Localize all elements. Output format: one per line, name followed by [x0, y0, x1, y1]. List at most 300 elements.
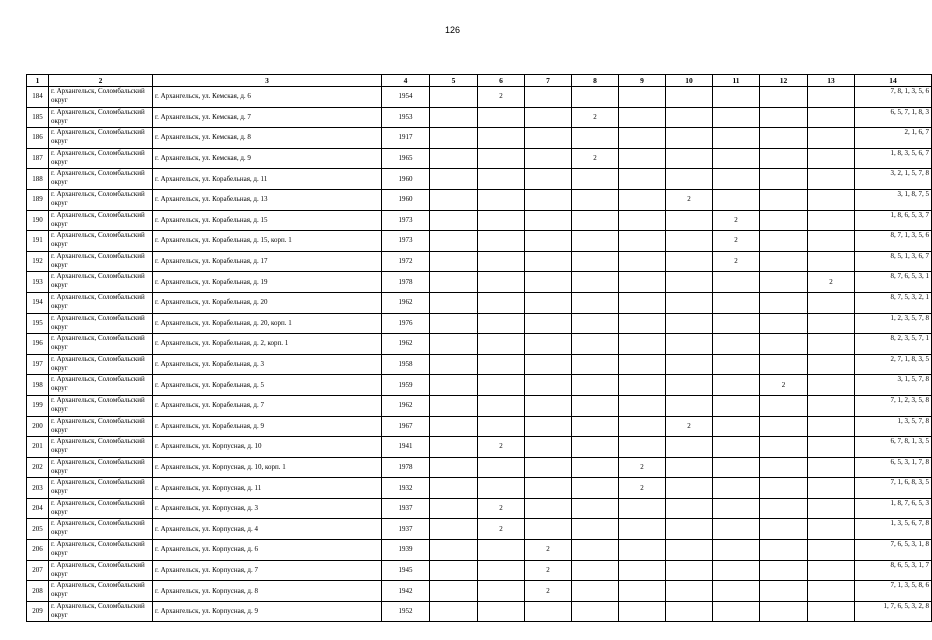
table-row	[27, 169, 932, 190]
mark-cell	[619, 416, 666, 437]
year-cell: 1958	[382, 354, 430, 375]
mark-cell	[572, 519, 619, 540]
sequence-cell: 6, 5, 3, 1, 7, 8	[855, 457, 932, 478]
mark-cell	[572, 395, 619, 416]
mark-cell	[666, 107, 713, 128]
mark-cell	[808, 478, 855, 499]
mark-cell	[619, 292, 666, 313]
mark-cell	[713, 87, 760, 108]
mark-cell	[760, 457, 808, 478]
mark-cell	[572, 292, 619, 313]
mark-cell	[572, 581, 619, 602]
sequence-cell: 3, 2, 1, 5, 7, 8	[855, 169, 932, 190]
address-cell: г. Архангельск, ул. Корабельная, д. 19	[153, 272, 382, 293]
mark-cell	[525, 251, 572, 272]
mark-cell	[525, 148, 572, 169]
mark-cell	[525, 437, 572, 458]
mark-cell	[572, 498, 619, 519]
year-cell: 1941	[382, 437, 430, 458]
mark-cell	[619, 334, 666, 355]
year-cell: 1960	[382, 189, 430, 210]
mark-cell	[478, 292, 525, 313]
year-cell: 1937	[382, 519, 430, 540]
column-header: 9	[619, 75, 666, 87]
mark-cell	[478, 416, 525, 437]
mark-cell	[430, 478, 478, 499]
sequence-cell: 7, 8, 1, 3, 5, 6	[855, 87, 932, 108]
mark-cell	[478, 189, 525, 210]
mark-cell	[478, 313, 525, 334]
row-number-cell: 195	[27, 313, 49, 334]
mark-cell	[572, 210, 619, 231]
mark-cell: 2	[808, 272, 855, 293]
address-cell: г. Архангельск, ул. Корпусная, д. 3	[153, 498, 382, 519]
mark-cell	[430, 498, 478, 519]
row-number-cell: 193	[27, 272, 49, 293]
row-number-cell: 184	[27, 87, 49, 108]
table-row	[27, 87, 932, 108]
mark-cell	[525, 601, 572, 622]
mark-cell	[619, 375, 666, 396]
mark-cell	[525, 519, 572, 540]
mark-cell	[713, 519, 760, 540]
mark-cell	[666, 437, 713, 458]
table-row	[27, 148, 932, 169]
district-cell: г. Архангельск, Соломбальский округ	[49, 437, 153, 458]
mark-cell: 2	[525, 540, 572, 561]
mark-cell	[713, 189, 760, 210]
mark-cell	[808, 169, 855, 190]
mark-cell	[478, 231, 525, 252]
mark-cell	[808, 189, 855, 210]
row-number-cell: 196	[27, 334, 49, 355]
mark-cell	[666, 519, 713, 540]
mark-cell	[525, 375, 572, 396]
mark-cell	[525, 169, 572, 190]
year-cell: 1942	[382, 581, 430, 602]
district-cell: г. Архангельск, Соломбальский округ	[49, 128, 153, 149]
table-row	[27, 478, 932, 499]
mark-cell	[760, 581, 808, 602]
mark-cell	[713, 148, 760, 169]
header-row	[27, 75, 932, 87]
mark-cell	[713, 560, 760, 581]
mark-cell	[478, 375, 525, 396]
table-row	[27, 292, 932, 313]
mark-cell	[525, 292, 572, 313]
mark-cell	[572, 457, 619, 478]
mark-cell	[525, 313, 572, 334]
year-cell: 1978	[382, 457, 430, 478]
mark-cell	[760, 416, 808, 437]
district-cell: г. Архангельск, Соломбальский округ	[49, 354, 153, 375]
column-header: 10	[666, 75, 713, 87]
mark-cell	[572, 313, 619, 334]
column-header: 13	[808, 75, 855, 87]
mark-cell	[808, 395, 855, 416]
mark-cell	[619, 437, 666, 458]
table-row	[27, 272, 932, 293]
address-cell: г. Архангельск, ул. Корабельная, д. 7	[153, 395, 382, 416]
mark-cell	[760, 148, 808, 169]
district-cell: г. Архангельск, Соломбальский округ	[49, 87, 153, 108]
mark-cell	[572, 169, 619, 190]
mark-cell	[713, 540, 760, 561]
mark-cell	[713, 169, 760, 190]
address-cell: г. Архангельск, ул. Корабельная, д. 17	[153, 251, 382, 272]
mark-cell	[525, 128, 572, 149]
mark-cell	[572, 375, 619, 396]
year-cell: 1932	[382, 478, 430, 499]
mark-cell	[808, 231, 855, 252]
column-header: 4	[382, 75, 430, 87]
sequence-cell: 6, 7, 8, 1, 3, 5	[855, 437, 932, 458]
district-cell: г. Архангельск, Соломбальский округ	[49, 210, 153, 231]
mark-cell	[808, 540, 855, 561]
table-row	[27, 519, 932, 540]
district-cell: г. Архангельск, Соломбальский округ	[49, 478, 153, 499]
mark-cell	[430, 560, 478, 581]
district-cell: г. Архангельск, Соломбальский округ	[49, 519, 153, 540]
sequence-cell: 1, 7, 6, 5, 3, 2, 8	[855, 601, 932, 622]
mark-cell	[478, 210, 525, 231]
mark-cell	[713, 498, 760, 519]
mark-cell	[572, 251, 619, 272]
row-number-cell: 203	[27, 478, 49, 499]
row-number-cell: 188	[27, 169, 49, 190]
row-number-cell: 204	[27, 498, 49, 519]
mark-cell	[525, 354, 572, 375]
mark-cell	[478, 251, 525, 272]
row-number-cell: 209	[27, 601, 49, 622]
mark-cell	[808, 498, 855, 519]
mark-cell	[666, 478, 713, 499]
mark-cell	[478, 560, 525, 581]
mark-cell	[808, 251, 855, 272]
mark-cell	[713, 107, 760, 128]
district-cell: г. Архангельск, Соломбальский округ	[49, 581, 153, 602]
table-row	[27, 581, 932, 602]
mark-cell: 2	[760, 375, 808, 396]
sequence-cell: 6, 5, 7, 1, 8, 3	[855, 107, 932, 128]
mark-cell	[808, 87, 855, 108]
row-number-cell: 187	[27, 148, 49, 169]
mark-cell: 2	[619, 457, 666, 478]
year-cell: 1962	[382, 395, 430, 416]
sequence-cell: 8, 5, 1, 3, 6, 7	[855, 251, 932, 272]
table-body	[27, 87, 932, 622]
mark-cell	[713, 354, 760, 375]
mark-cell	[666, 395, 713, 416]
sequence-cell: 2, 1, 6, 7	[855, 128, 932, 149]
row-number-cell: 192	[27, 251, 49, 272]
mark-cell	[713, 292, 760, 313]
mark-cell	[808, 581, 855, 602]
year-cell: 1952	[382, 601, 430, 622]
mark-cell	[760, 128, 808, 149]
mark-cell	[713, 334, 760, 355]
year-cell: 1939	[382, 540, 430, 561]
mark-cell	[666, 231, 713, 252]
table-row	[27, 354, 932, 375]
mark-cell	[666, 498, 713, 519]
mark-cell	[478, 272, 525, 293]
row-number-cell: 190	[27, 210, 49, 231]
year-cell: 1917	[382, 128, 430, 149]
mark-cell: 2	[478, 519, 525, 540]
mark-cell	[713, 601, 760, 622]
mark-cell	[713, 272, 760, 293]
mark-cell	[666, 313, 713, 334]
mark-cell	[619, 231, 666, 252]
district-cell: г. Архангельск, Соломбальский округ	[49, 272, 153, 293]
row-number-cell: 189	[27, 189, 49, 210]
district-cell: г. Архангельск, Соломбальский округ	[49, 189, 153, 210]
mark-cell	[478, 601, 525, 622]
mark-cell	[430, 313, 478, 334]
sequence-cell: 8, 2, 3, 5, 7, 1	[855, 334, 932, 355]
mark-cell	[760, 540, 808, 561]
sequence-cell: 1, 3, 5, 7, 8	[855, 416, 932, 437]
mark-cell	[572, 354, 619, 375]
mark-cell	[478, 457, 525, 478]
mark-cell	[713, 313, 760, 334]
sequence-cell: 8, 7, 1, 3, 5, 6	[855, 231, 932, 252]
mark-cell	[619, 519, 666, 540]
mark-cell	[478, 581, 525, 602]
mark-cell: 2	[713, 210, 760, 231]
mark-cell	[478, 540, 525, 561]
address-cell: г. Архангельск, ул. Корабельная, д. 13	[153, 189, 382, 210]
district-cell: г. Архангельск, Соломбальский округ	[49, 457, 153, 478]
mark-cell	[619, 498, 666, 519]
year-cell: 1976	[382, 313, 430, 334]
year-cell: 1960	[382, 169, 430, 190]
mark-cell	[760, 107, 808, 128]
mark-cell	[478, 128, 525, 149]
mark-cell	[808, 560, 855, 581]
mark-cell	[430, 457, 478, 478]
district-cell: г. Архангельск, Соломбальский округ	[49, 148, 153, 169]
mark-cell	[713, 128, 760, 149]
mark-cell	[572, 601, 619, 622]
address-cell: г. Архангельск, ул. Корпусная, д. 9	[153, 601, 382, 622]
mark-cell	[760, 498, 808, 519]
mark-cell	[619, 601, 666, 622]
mark-cell	[760, 231, 808, 252]
mark-cell: 2	[619, 478, 666, 499]
row-number-cell: 207	[27, 560, 49, 581]
address-cell: г. Архангельск, ул. Кемская, д. 9	[153, 148, 382, 169]
table-row	[27, 437, 932, 458]
table-row	[27, 498, 932, 519]
row-number-cell: 186	[27, 128, 49, 149]
address-cell: г. Архангельск, ул. Корпусная, д. 8	[153, 581, 382, 602]
sequence-cell: 8, 6, 5, 3, 1, 7	[855, 560, 932, 581]
address-cell: г. Архангельск, ул. Корабельная, д. 11	[153, 169, 382, 190]
year-cell: 1967	[382, 416, 430, 437]
address-cell: г. Архангельск, ул. Кемская, д. 6	[153, 87, 382, 108]
address-cell: г. Архангельск, ул. Корабельная, д. 20, корп. 1	[153, 313, 382, 334]
mark-cell	[430, 231, 478, 252]
mark-cell	[666, 560, 713, 581]
mark-cell: 2	[525, 581, 572, 602]
table-row	[27, 107, 932, 128]
mark-cell	[760, 601, 808, 622]
mark-cell	[666, 128, 713, 149]
mark-cell	[430, 416, 478, 437]
mark-cell	[760, 519, 808, 540]
mark-cell	[666, 540, 713, 561]
mark-cell	[478, 334, 525, 355]
year-cell: 1953	[382, 107, 430, 128]
sequence-cell: 8, 7, 5, 3, 2, 1	[855, 292, 932, 313]
district-cell: г. Архангельск, Соломбальский округ	[49, 251, 153, 272]
address-cell: г. Архангельск, ул. Корпусная, д. 6	[153, 540, 382, 561]
column-header: 8	[572, 75, 619, 87]
mark-cell	[619, 272, 666, 293]
mark-cell	[572, 540, 619, 561]
district-cell: г. Архангельск, Соломбальский округ	[49, 313, 153, 334]
mark-cell: 2	[478, 437, 525, 458]
mark-cell: 2	[478, 498, 525, 519]
district-cell: г. Архангельск, Соломбальский округ	[49, 292, 153, 313]
column-header: 14	[855, 75, 932, 87]
mark-cell	[760, 334, 808, 355]
mark-cell	[713, 457, 760, 478]
mark-cell	[619, 560, 666, 581]
mark-cell	[525, 334, 572, 355]
mark-cell	[808, 354, 855, 375]
sequence-cell: 7, 1, 2, 3, 5, 8	[855, 395, 932, 416]
mark-cell	[430, 107, 478, 128]
table-row	[27, 375, 932, 396]
mark-cell	[525, 189, 572, 210]
sequence-cell: 1, 3, 5, 6, 7, 8	[855, 519, 932, 540]
mark-cell	[760, 313, 808, 334]
year-cell: 1962	[382, 334, 430, 355]
sequence-cell: 7, 1, 6, 8, 3, 5	[855, 478, 932, 499]
table-row	[27, 395, 932, 416]
mark-cell	[808, 437, 855, 458]
mark-cell	[808, 313, 855, 334]
address-cell: г. Архангельск, ул. Корабельная, д. 3	[153, 354, 382, 375]
column-header: 5	[430, 75, 478, 87]
sequence-cell: 1, 8, 6, 5, 3, 7	[855, 210, 932, 231]
mark-cell	[713, 581, 760, 602]
mark-cell	[808, 375, 855, 396]
address-cell: г. Архангельск, ул. Кемская, д. 7	[153, 107, 382, 128]
row-number-cell: 206	[27, 540, 49, 561]
mark-cell	[760, 272, 808, 293]
year-cell: 1962	[382, 292, 430, 313]
mark-cell	[666, 292, 713, 313]
mark-cell	[478, 354, 525, 375]
mark-cell	[525, 272, 572, 293]
district-cell: г. Архангельск, Соломбальский округ	[49, 416, 153, 437]
mark-cell	[525, 416, 572, 437]
mark-cell: 2	[666, 189, 713, 210]
row-number-cell: 202	[27, 457, 49, 478]
mark-cell	[713, 395, 760, 416]
sequence-cell: 7, 1, 3, 5, 8, 6	[855, 581, 932, 602]
mark-cell	[760, 560, 808, 581]
mark-cell: 2	[713, 231, 760, 252]
mark-cell	[808, 107, 855, 128]
mark-cell	[525, 478, 572, 499]
mark-cell	[619, 210, 666, 231]
sequence-cell: 1, 8, 3, 5, 6, 7	[855, 148, 932, 169]
table-row	[27, 416, 932, 437]
mark-cell	[525, 107, 572, 128]
table-row	[27, 313, 932, 334]
row-number-cell: 191	[27, 231, 49, 252]
column-header: 2	[49, 75, 153, 87]
mark-cell	[619, 169, 666, 190]
row-number-cell: 197	[27, 354, 49, 375]
mark-cell	[666, 581, 713, 602]
mark-cell	[619, 581, 666, 602]
row-number-cell: 201	[27, 437, 49, 458]
mark-cell	[430, 581, 478, 602]
mark-cell	[713, 478, 760, 499]
address-cell: г. Архангельск, ул. Кемская, д. 8	[153, 128, 382, 149]
mark-cell	[572, 560, 619, 581]
mark-cell	[572, 437, 619, 458]
mark-cell	[760, 292, 808, 313]
address-cell: г. Архангельск, ул. Корабельная, д. 15, корп. 1	[153, 231, 382, 252]
mark-cell	[525, 498, 572, 519]
mark-cell: 2	[572, 148, 619, 169]
mark-cell	[619, 107, 666, 128]
mark-cell	[572, 189, 619, 210]
mark-cell	[666, 87, 713, 108]
mark-cell	[666, 354, 713, 375]
address-cell: г. Архангельск, ул. Корпусная, д. 7	[153, 560, 382, 581]
address-cell: г. Архангельск, ул. Корабельная, д. 15	[153, 210, 382, 231]
mark-cell	[713, 375, 760, 396]
mark-cell	[525, 87, 572, 108]
mark-cell	[619, 87, 666, 108]
page-number: 126	[444, 25, 461, 35]
mark-cell	[430, 189, 478, 210]
address-cell: г. Архангельск, ул. Корпусная, д. 4	[153, 519, 382, 540]
mark-cell	[666, 210, 713, 231]
sequence-cell: 3, 1, 8, 7, 5	[855, 189, 932, 210]
mark-cell	[808, 292, 855, 313]
mark-cell	[619, 148, 666, 169]
mark-cell	[666, 251, 713, 272]
mark-cell	[525, 457, 572, 478]
sequence-cell: 1, 2, 3, 5, 7, 8	[855, 313, 932, 334]
row-number-cell: 194	[27, 292, 49, 313]
district-cell: г. Архангельск, Соломбальский округ	[49, 375, 153, 396]
mark-cell	[430, 437, 478, 458]
mark-cell	[572, 416, 619, 437]
mark-cell	[808, 519, 855, 540]
column-header: 3	[153, 75, 382, 87]
mark-cell	[666, 169, 713, 190]
mark-cell	[430, 148, 478, 169]
table-row	[27, 231, 932, 252]
column-header: 11	[713, 75, 760, 87]
mark-cell	[808, 148, 855, 169]
address-cell: г. Архангельск, ул. Корпусная, д. 10	[153, 437, 382, 458]
table-row	[27, 210, 932, 231]
row-number-cell: 185	[27, 107, 49, 128]
mark-cell	[430, 375, 478, 396]
mark-cell	[619, 540, 666, 561]
